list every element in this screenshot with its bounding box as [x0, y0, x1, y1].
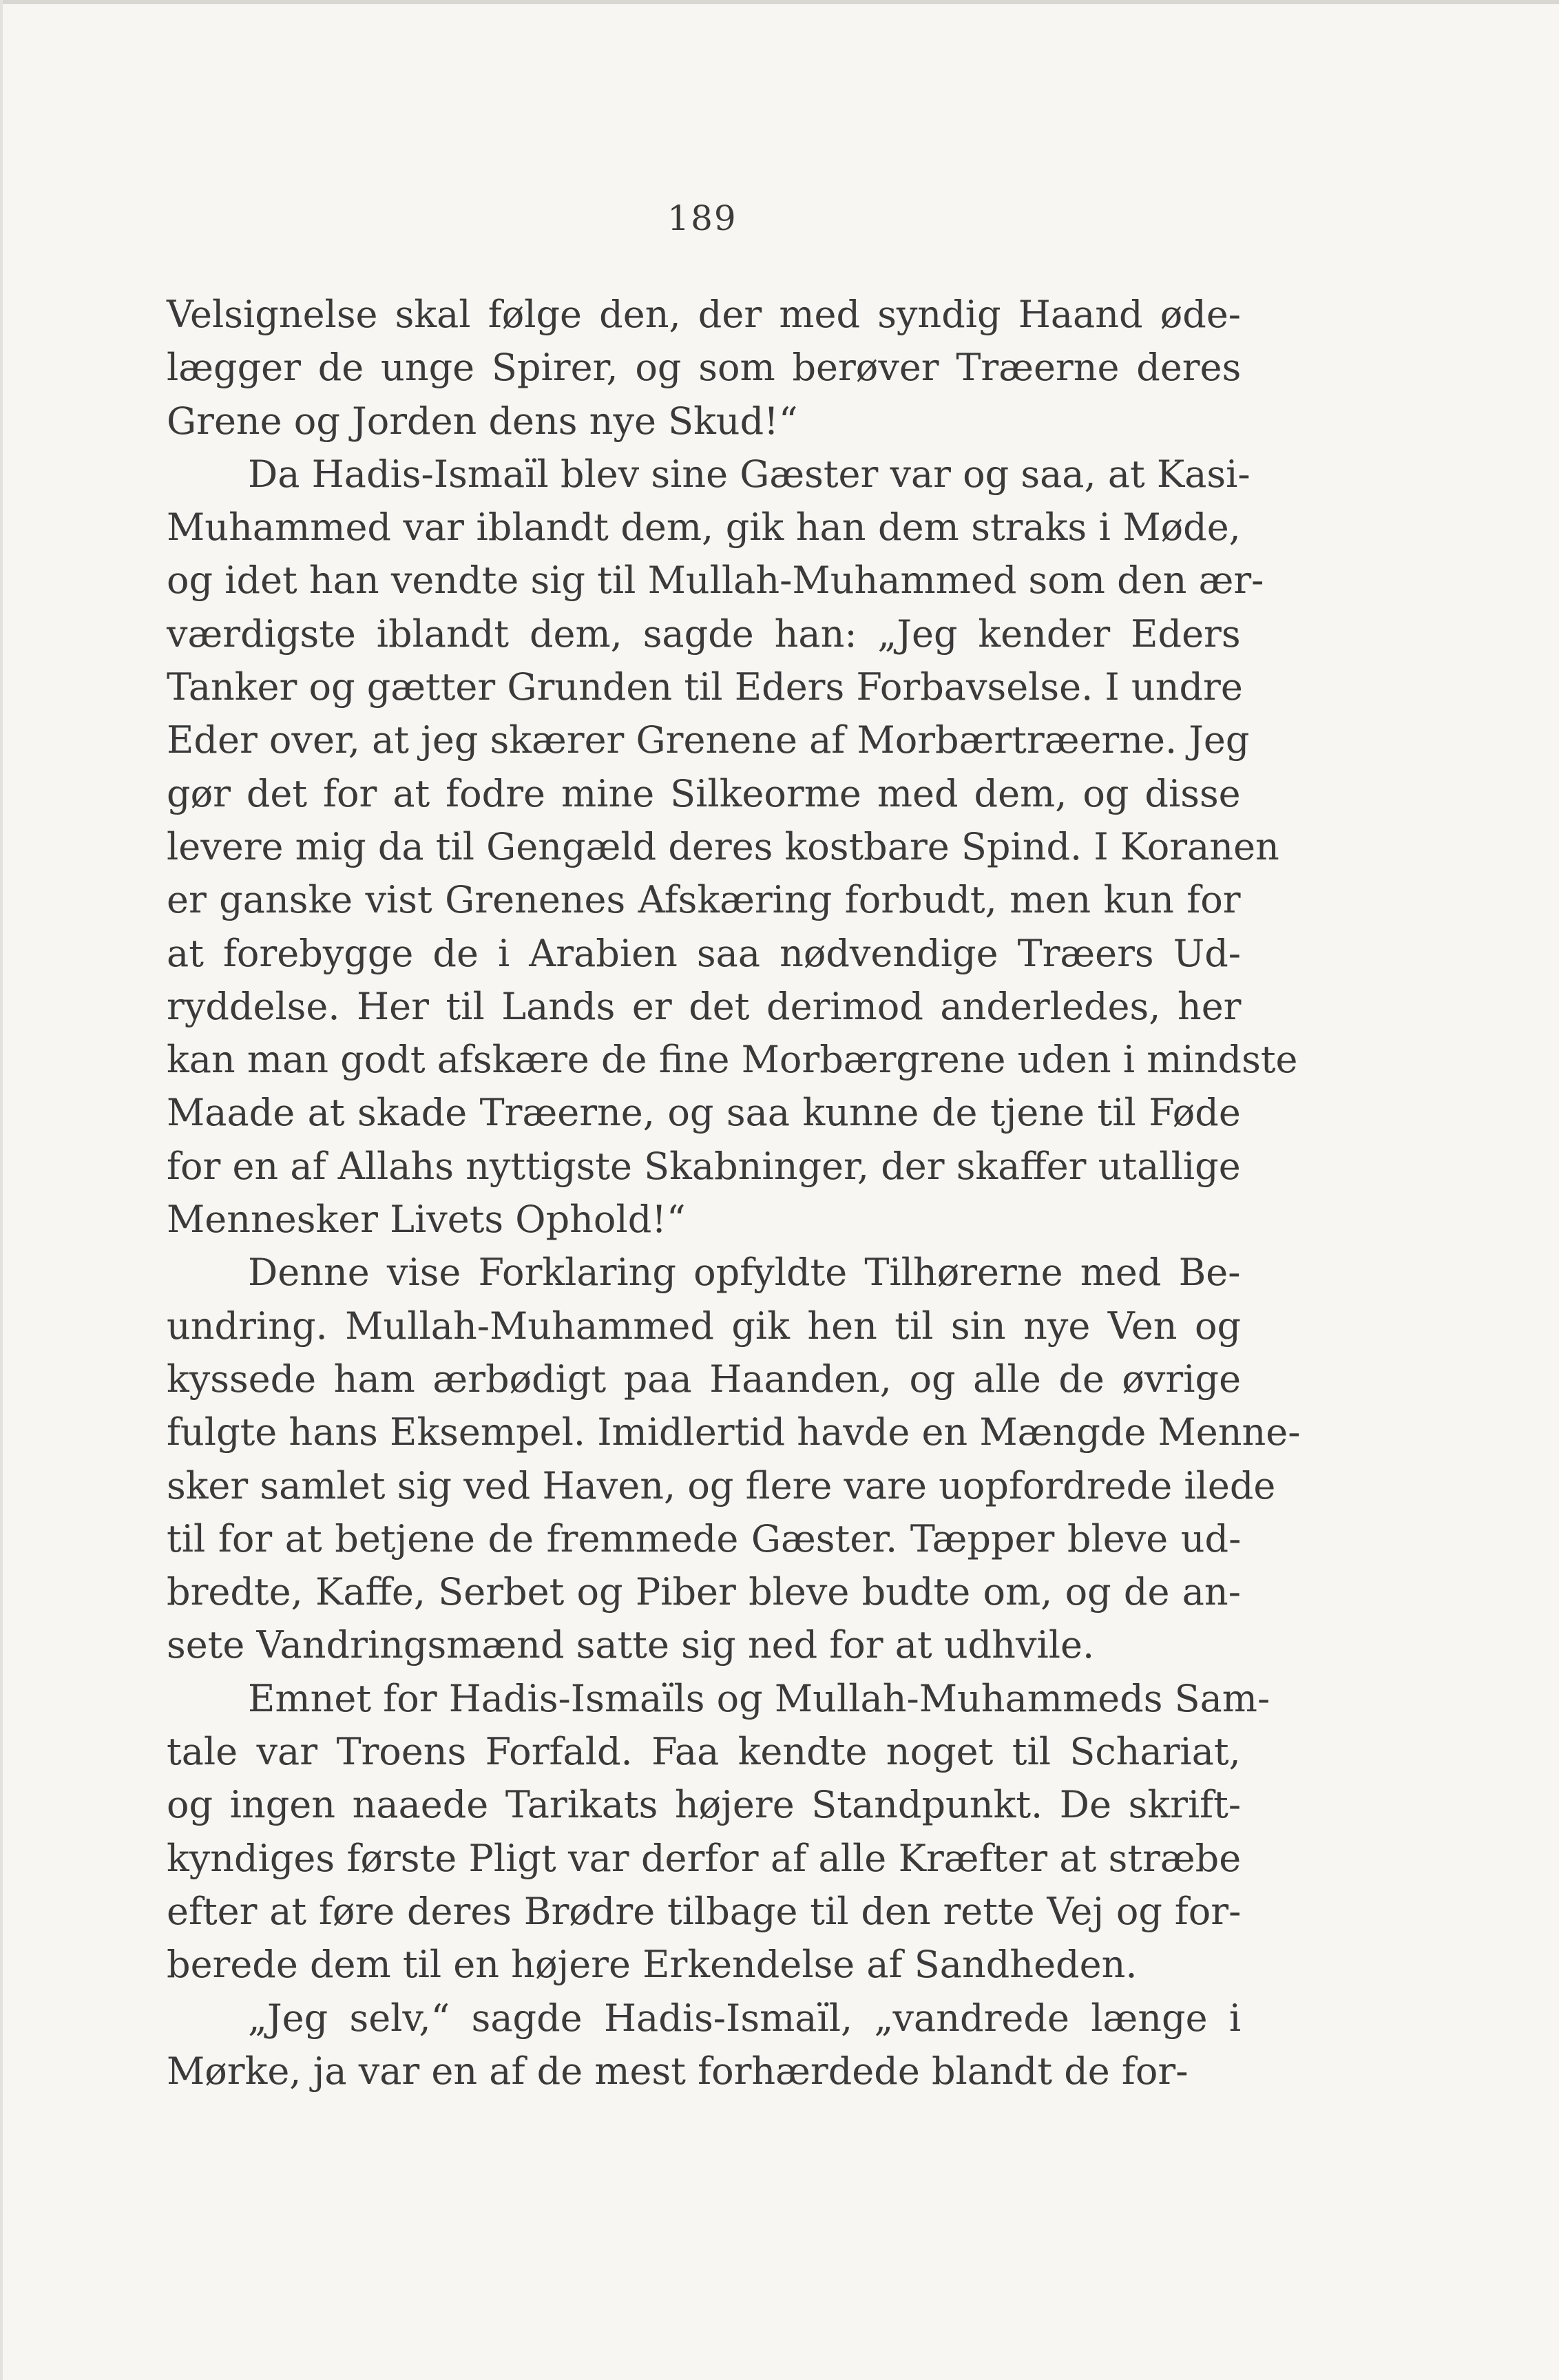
text-line: kan man godt afskære de fine Morbærgrene uden i mindste	[167, 1038, 1298, 1082]
text-line: at forebygge de i Arabien saa nødvendige Træers Ud-	[167, 931, 1242, 975]
text-line: Muhammed var iblandt dem, gik han dem straks i Møde,	[167, 505, 1241, 550]
text-line: Da Hadis-Ismaïl blev sine Gæster var og saa, at Kasi-	[248, 452, 1251, 496]
text-line: „Jeg selv,“ sagde Hadis-Ismaïl, „vandrede længe i	[248, 1996, 1242, 2040]
text-line: Maade at skade Træerne, og saa kunne de tjene til Føde	[167, 1091, 1241, 1135]
page-top-edge	[0, 0, 1559, 4]
text-line: Velsignelse skal følge den, der med syndig Haand øde-	[167, 293, 1242, 336]
text-line: kyssede ham ærbødigt paa Haanden, og alle de øvrige	[167, 1357, 1242, 1401]
text-line: ryddelse. Her til Lands er det derimod anderledes, her	[167, 984, 1242, 1028]
text-line: gør det for at fodre mine Silkeorme med dem, og disse	[167, 771, 1241, 815]
text-line: Tanker og gætter Grunden til Eders Forbavselse. I undre	[167, 665, 1243, 709]
text-line: og ingen naaede Tarikats højere Standpunkt. De skrift-	[167, 1783, 1242, 1827]
text-line: Emnet for Hadis-Ismaïls og Mullah-Muhammeds Sam-	[248, 1676, 1270, 1720]
text-line: sete Vandringsmænd satte sig ned for at udhvile.	[167, 1623, 1095, 1667]
text-line: Grene og Jorden dens nye Skud!“	[167, 399, 798, 443]
text-line: efter at føre deres Brødre tilbage til den rette Vej og for-	[167, 1889, 1242, 1933]
text-line: for en af Allahs nyttigste Skabninger, der skaffer utallige	[167, 1144, 1241, 1188]
text-line: kyndiges første Pligt var derfor af alle Kræfter at stræbe	[167, 1836, 1242, 1880]
text-line: lægger de unge Spirer, og som berøver Træerne deres	[167, 346, 1242, 390]
text-line: Mørke, ja var en af de mest forhærdede blandt de for-	[167, 2049, 1189, 2093]
text-line: fulgte hans Eksempel. Imidlertid havde en Mængde Menne-	[167, 1410, 1301, 1454]
text-line: levere mig da til Gengæld deres kostbare Spind. I Koranen	[167, 824, 1279, 868]
text-line: Eder over, at jeg skærer Grenene af Morbærtræerne. Jeg	[167, 718, 1250, 762]
page-number: 189	[667, 198, 737, 238]
text-line: Mennesker Livets Ophold!“	[167, 1198, 686, 1242]
text-line: Denne vise Forklaring opfyldte Tilhørerne med Be-	[248, 1251, 1241, 1295]
text-line: og idet han vendte sig til Mullah-Muhammed som den ær-	[167, 559, 1264, 603]
text-line: værdigste iblandt dem, sagde han: „Jeg kender Eders	[167, 612, 1241, 656]
text-line: er ganske vist Grenenes Afskæring forbudt, men kun for	[167, 878, 1241, 922]
page-left-edge	[0, 0, 3, 2380]
text-line: tale var Troens Forfald. Faa kendte noget til Schariat,	[167, 1730, 1241, 1774]
text-line: bredte, Kaffe, Serbet og Piber bleve budte om, og de an-	[167, 1570, 1241, 1614]
text-line: undring. Mullah-Muhammed gik hen til sin nye Ven og	[167, 1304, 1242, 1348]
text-line: berede dem til en højere Erkendelse af Sandheden.	[167, 1943, 1138, 1987]
body-text	[167, 288, 1301, 2098]
text-line: sker samlet sig ved Haven, og flere vare uopfordrede ilede	[167, 1463, 1276, 1507]
text-line: til for at betjene de fremmede Gæster. Tæpper bleve ud-	[167, 1516, 1242, 1560]
